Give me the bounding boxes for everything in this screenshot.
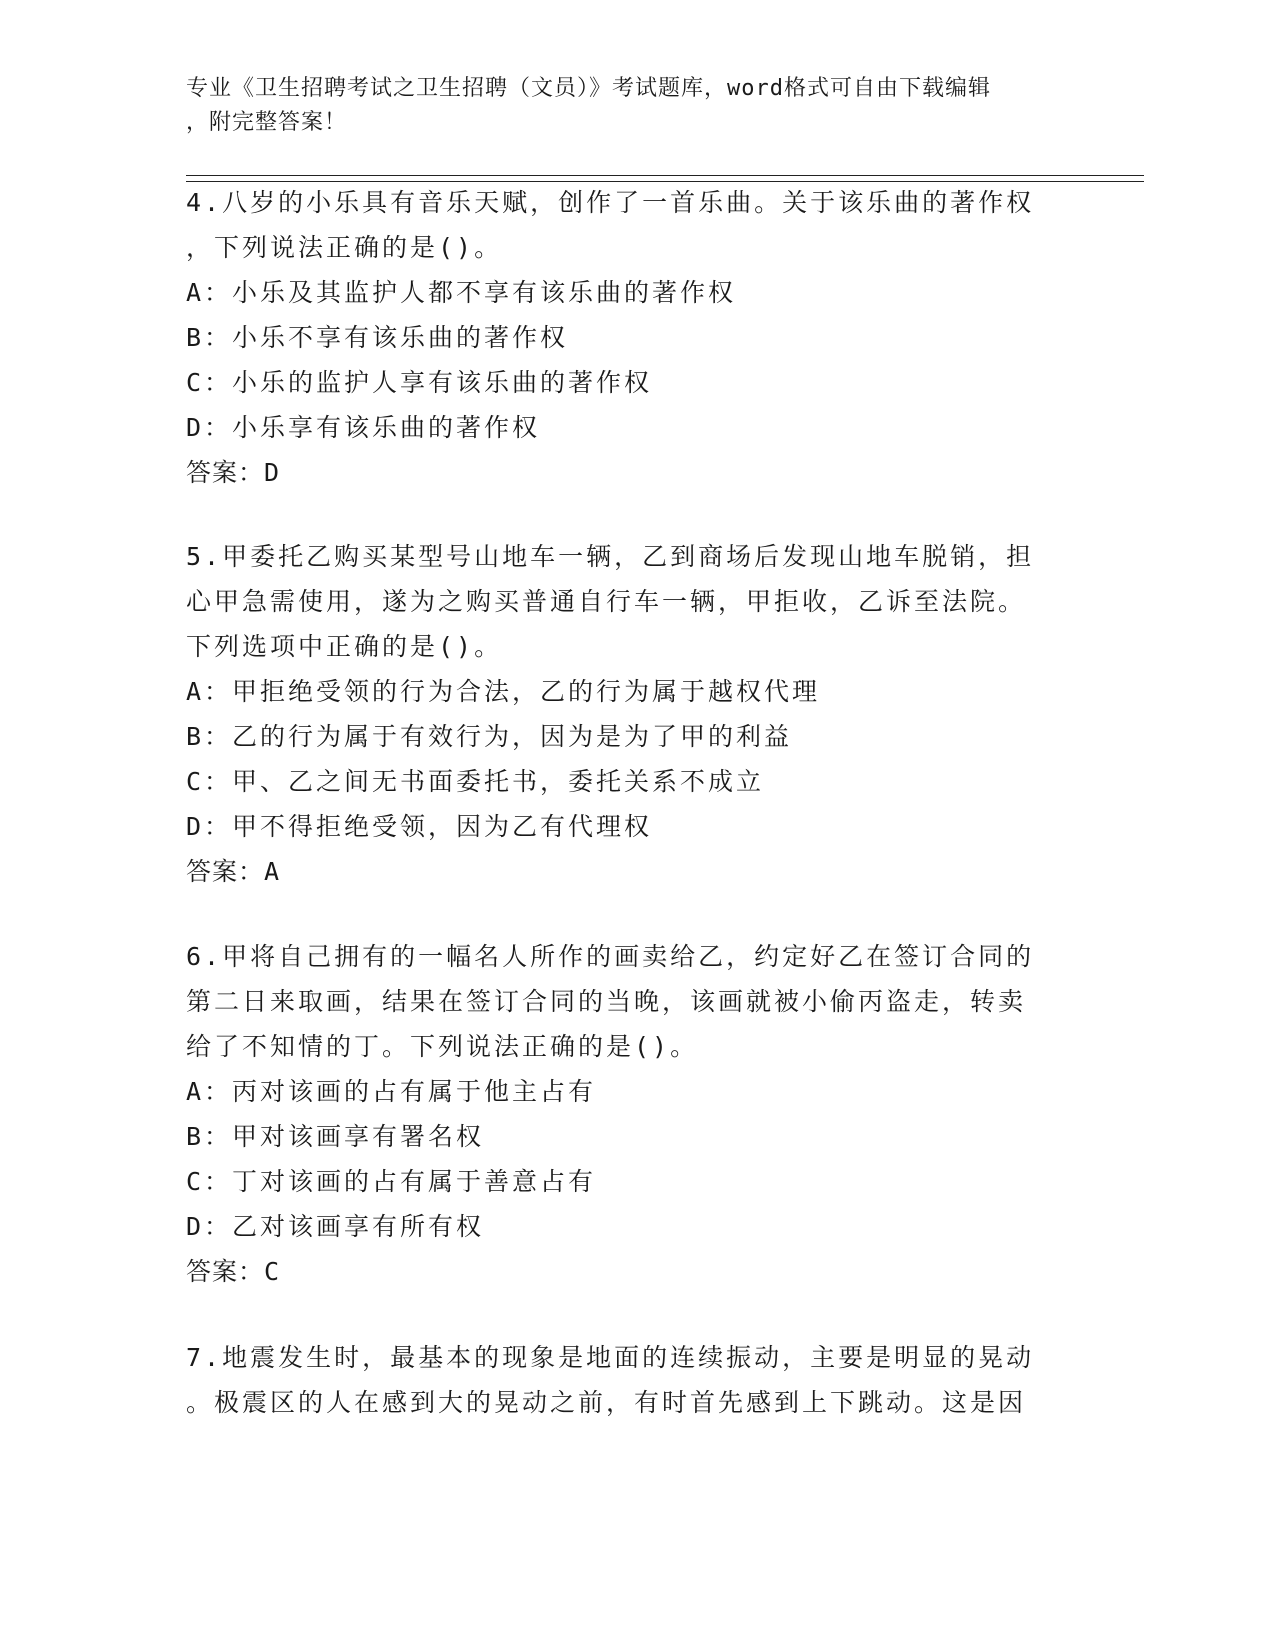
question-stem-line: 6.甲将自己拥有的一幅名人所作的画卖给乙，约定好乙在签订合同的 (186, 942, 1035, 971)
question-stem-line: 7.地震发生时，最基本的现象是地面的连续振动，主要是明显的晃动 (186, 1343, 1035, 1372)
question-stem-line: 5.甲委托乙购买某型号山地车一辆，乙到商场后发现山地车脱销，担 (186, 542, 1035, 571)
answer-label: 答案： (186, 458, 265, 487)
document-header (186, 72, 1066, 140)
question-4 (186, 180, 1086, 495)
option-a: A：丙对该画的占有属于他主占有 (186, 1077, 597, 1106)
question-stem-line: 。极震区的人在感到大的晃动之前，有时首先感到上下跳动。这是因 (186, 1388, 1027, 1417)
question-stem-line: ，下列说法正确的是()。 (186, 233, 503, 262)
header-line-2: ，附完整答案！ (186, 110, 348, 135)
option-d: D：乙对该画享有所有权 (186, 1212, 485, 1241)
question-stem-line: 4.八岁的小乐具有音乐天赋，创作了一首乐曲。关于该乐曲的著作权 (186, 188, 1035, 217)
answer-line (186, 450, 1086, 495)
option-a: A：小乐及其监护人都不享有该乐曲的著作权 (186, 278, 737, 307)
answer-line (186, 1249, 1086, 1294)
answer-line (186, 849, 1086, 894)
answer-label: 答案： (186, 1257, 265, 1286)
option-c: C：甲、乙之间无书面委托书，委托关系不成立 (186, 767, 765, 796)
answer-value: C (264, 1257, 281, 1286)
question-5 (186, 534, 1086, 894)
option-a: A：甲拒绝受领的行为合法，乙的行为属于越权代理 (186, 677, 821, 706)
header-line-1: 专业《卫生招聘考试之卫生招聘（文员）》考试题库，word格式可自由下载编辑 (186, 76, 991, 101)
question-stem-line: 心甲急需使用，遂为之购买普通自行车一辆，甲拒收，乙诉至法院。 (186, 587, 1027, 616)
option-c: C：小乐的监护人享有该乐曲的著作权 (186, 368, 653, 397)
answer-value: A (264, 857, 281, 886)
answer-label: 答案： (186, 857, 265, 886)
option-b: B：小乐不享有该乐曲的著作权 (186, 323, 569, 352)
option-c: C：丁对该画的占有属于善意占有 (186, 1167, 597, 1196)
question-stem-line: 给了不知情的丁。下列说法正确的是()。 (186, 1032, 699, 1061)
option-b: B：乙的行为属于有效行为，因为是为了甲的利益 (186, 722, 793, 751)
question-7 (186, 1335, 1086, 1425)
question-6 (186, 934, 1086, 1294)
question-stem-line: 下列选项中正确的是()。 (186, 632, 503, 661)
header-divider-thick (186, 175, 1144, 176)
answer-value: D (264, 458, 281, 487)
option-d: D：小乐享有该乐曲的著作权 (186, 413, 541, 442)
option-b: B：甲对该画享有署名权 (186, 1122, 485, 1151)
option-d: D：甲不得拒绝受领，因为乙有代理权 (186, 812, 653, 841)
question-stem-line: 第二日来取画，结果在签订合同的当晚，该画就被小偷丙盗走，转卖 (186, 987, 1027, 1016)
